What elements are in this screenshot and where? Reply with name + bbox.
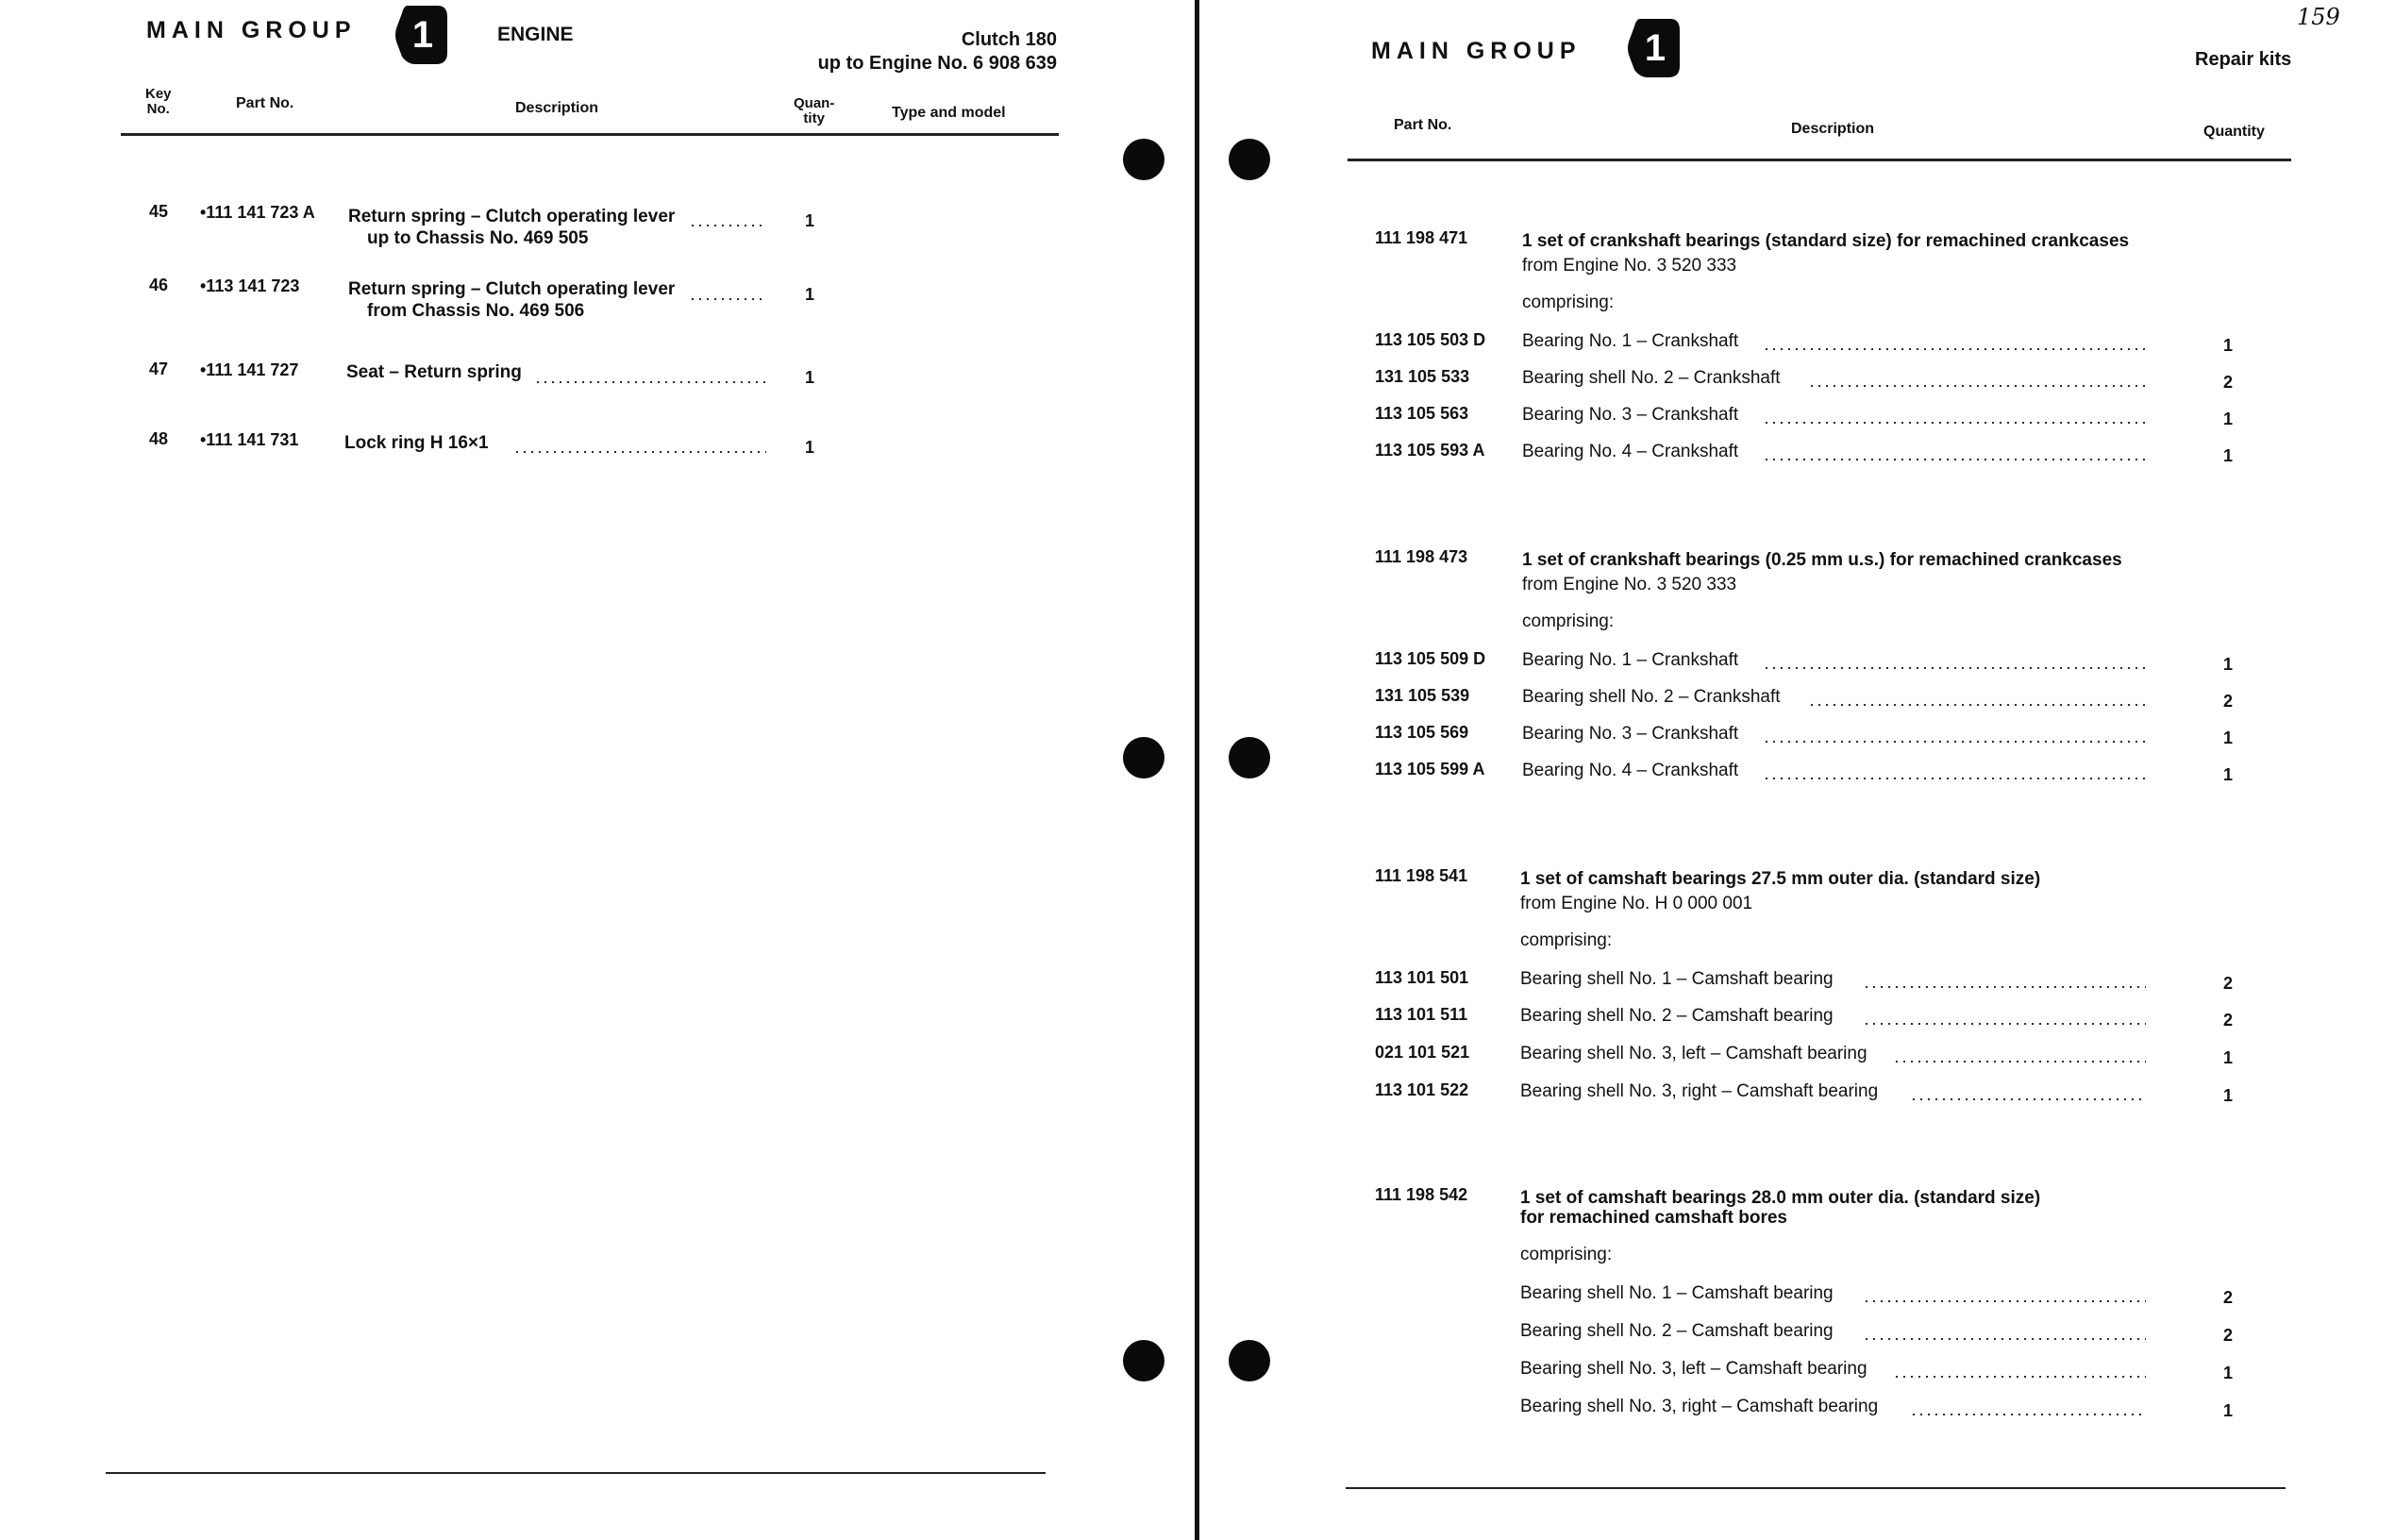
kit-item-part: 113 105 599 A (1375, 760, 1485, 778)
group-number-badge (394, 4, 449, 66)
kit-item-part: 113 105 569 (1375, 723, 1469, 742)
left-page (0, 0, 1197, 1540)
kit-item-desc: Bearing No. 1 – Crankshaft (1522, 650, 1739, 670)
footer-rule (1346, 1487, 2286, 1489)
table-row-qty: 1 (805, 438, 815, 457)
header-rule (121, 133, 1059, 136)
table-row-part: •111 141 727 (200, 360, 299, 379)
kit-item-desc: Bearing shell No. 2 – Camshaft bearing (1520, 1006, 1834, 1026)
kit-title: 1 set of camshaft bearings 28.0 mm outer dia. (standard size) (1520, 1188, 2041, 1208)
kit-part-number: 111 198 473 (1375, 547, 1468, 566)
kit-part-number: 111 198 541 (1375, 866, 1468, 885)
table-row-key: 46 (149, 276, 169, 294)
header-description: Description (1791, 121, 1875, 137)
kit-item-qty: 2 (2223, 1011, 2234, 1029)
kit-item-desc: Bearing No. 1 – Crankshaft (1522, 331, 1739, 351)
header-key-no-line2: No. (146, 101, 170, 117)
kit-subtitle: from Engine No. H 0 000 001 (1520, 894, 1753, 913)
kit-part-number: 111 198 542 (1375, 1185, 1468, 1204)
table-row-key: 47 (149, 360, 169, 378)
leader-dots (689, 225, 766, 226)
leader-dots (1763, 459, 2146, 460)
leader-dots (1808, 704, 2146, 706)
leader-dots (1863, 1338, 2146, 1340)
header-quantity-line1: Quan- (794, 95, 835, 111)
group-number-badge (1627, 17, 1682, 79)
kit-item-desc: Bearing No. 3 – Crankshaft (1522, 724, 1739, 744)
kit-item-desc: Bearing shell No. 1 – Camshaft bearing (1520, 969, 1834, 989)
binder-hole (1123, 139, 1164, 180)
kit-item-qty: 2 (2223, 373, 2234, 392)
kit-item-desc: Bearing shell No. 3, right – Camshaft bearing (1520, 1081, 1879, 1101)
leader-dots (1893, 1376, 2146, 1378)
kit-item-desc: Bearing shell No. 2 – Crankshaft (1522, 687, 1781, 707)
clutch-subtitle: up to Engine No. 6 908 639 (817, 53, 1057, 74)
kit-item-part: 113 105 503 D (1375, 330, 1486, 349)
table-row-qty: 1 (805, 368, 815, 387)
kit-item-desc: Bearing No. 3 – Crankshaft (1522, 405, 1739, 425)
kit-item-qty: 1 (2223, 410, 2234, 428)
header-key-no (145, 87, 172, 117)
kit-item-desc: Bearing shell No. 3, right – Camshaft bearing (1520, 1397, 1879, 1416)
header-quantity: Quantity (2203, 124, 2265, 140)
kit-comprising-label: comprising: (1520, 1245, 1613, 1264)
binder-hole (1123, 737, 1164, 778)
leader-dots (689, 298, 766, 300)
kit-title: 1 set of camshaft bearings 27.5 mm outer dia. (standard size) (1520, 869, 2041, 889)
kit-item-qty: 2 (2223, 1326, 2234, 1345)
header-part-no: Part No. (1394, 117, 1452, 133)
header-rule (1348, 159, 2291, 161)
leader-dots (1763, 422, 2146, 424)
main-group-title: MAIN GROUP (146, 17, 357, 43)
table-row-desc: Seat – Return spring (346, 362, 522, 382)
binder-hole (1123, 1340, 1164, 1381)
leader-dots (1863, 986, 2146, 988)
leader-dots (1863, 1023, 2146, 1025)
kit-item-part: 113 105 593 A (1375, 441, 1485, 460)
leader-dots (1763, 778, 2146, 779)
leader-dots (1863, 1300, 2146, 1302)
footer-rule (106, 1472, 1046, 1474)
header-key-no-line1: Key (145, 86, 172, 102)
binder-hole (1229, 1340, 1270, 1381)
table-row-desc-line2: up to Chassis No. 469 505 (367, 228, 589, 248)
clutch-title: Clutch 180 (961, 29, 1057, 50)
header-quantity-line2: tity (803, 110, 825, 126)
kit-item-qty: 2 (2223, 974, 2234, 993)
leader-dots (534, 381, 766, 383)
table-row-desc: Return spring – Clutch operating lever (348, 207, 676, 226)
kit-item-qty: 1 (2223, 728, 2234, 747)
kit-item-part: 113 105 563 (1375, 404, 1469, 423)
kit-item-qty: 1 (2223, 1086, 2234, 1105)
kit-item-part: 131 105 533 (1375, 367, 1470, 386)
kit-subtitle: for remachined camshaft bores (1520, 1208, 1787, 1228)
kit-item-qty: 2 (2223, 692, 2234, 711)
kit-item-desc: Bearing shell No. 2 – Camshaft bearing (1520, 1321, 1834, 1341)
clutch-heading (818, 28, 1057, 75)
kit-item-part: 113 101 501 (1375, 968, 1469, 987)
table-row-qty: 1 (805, 211, 815, 230)
kit-comprising-label: comprising: (1520, 930, 1613, 950)
kit-title: 1 set of crankshaft bearings (0.25 mm u.s.) for remachined crankcases (1522, 550, 2122, 570)
kit-item-qty: 1 (2223, 655, 2234, 674)
section-name: Repair kits (2195, 49, 2292, 70)
kit-item-qty: 1 (2223, 336, 2234, 355)
section-name: ENGINE (497, 24, 574, 45)
kit-comprising-label: comprising: (1522, 611, 1615, 631)
kit-item-qty: 1 (2223, 446, 2234, 465)
right-page (1200, 0, 2395, 1540)
handwritten-page-number: 159 (2297, 4, 2340, 30)
kit-item-part: 113 105 509 D (1375, 649, 1486, 668)
kit-item-qty: 2 (2223, 1288, 2234, 1307)
kit-item-part: 113 101 511 (1375, 1005, 1468, 1024)
kit-item-part: 021 101 521 (1375, 1043, 1470, 1062)
kit-item-desc: Bearing shell No. 3, left – Camshaft bearing (1520, 1359, 1867, 1379)
table-row-part: •111 141 723 A (200, 203, 315, 222)
binder-hole (1229, 139, 1270, 180)
kit-item-desc: Bearing No. 4 – Crankshaft (1522, 761, 1739, 780)
leader-dots (1763, 667, 2146, 669)
leader-dots (513, 451, 766, 453)
header-part-no: Part No. (236, 95, 294, 111)
kit-item-desc: Bearing shell No. 2 – Crankshaft (1522, 368, 1781, 388)
kit-item-desc: Bearing shell No. 1 – Camshaft bearing (1520, 1283, 1834, 1303)
kit-item-part: 131 105 539 (1375, 686, 1470, 705)
kit-item-part: 113 101 522 (1375, 1080, 1469, 1099)
table-row-desc: Lock ring H 16×1 (344, 433, 489, 453)
table-row-qty: 1 (805, 285, 815, 304)
leader-dots (1893, 1061, 2146, 1063)
table-row-desc: Return spring – Clutch operating lever (348, 279, 676, 299)
table-row-part: •111 141 731 (200, 430, 299, 449)
kit-item-desc: Bearing No. 4 – Crankshaft (1522, 442, 1739, 461)
header-type-model: Type and model (892, 105, 1006, 121)
group-number: 1 (1644, 27, 1666, 69)
kit-item-qty: 1 (2223, 765, 2234, 784)
group-number: 1 (411, 14, 434, 56)
kit-item-qty: 1 (2223, 1401, 2234, 1420)
kit-comprising-label: comprising: (1522, 293, 1615, 312)
leader-dots (1763, 348, 2146, 350)
leader-dots (1808, 385, 2146, 387)
main-group-title: MAIN GROUP (1371, 38, 1582, 64)
kit-part-number: 111 198 471 (1375, 228, 1468, 247)
leader-dots (1763, 741, 2146, 743)
kit-item-qty: 1 (2223, 1364, 2234, 1382)
kit-title: 1 set of crankshaft bearings (standard size) for remachined crankcases (1522, 231, 2130, 251)
leader-dots (1910, 1414, 2146, 1415)
kit-subtitle: from Engine No. 3 520 333 (1522, 256, 1737, 276)
table-row-key: 45 (149, 202, 169, 221)
kit-item-desc: Bearing shell No. 3, left – Camshaft bearing (1520, 1044, 1867, 1063)
page-divider (1195, 0, 1199, 1540)
kit-subtitle: from Engine No. 3 520 333 (1522, 575, 1737, 594)
header-quantity (794, 96, 834, 126)
header-description: Description (515, 100, 599, 116)
kit-item-qty: 1 (2223, 1048, 2234, 1067)
table-row-key: 48 (149, 429, 169, 448)
table-row-part: •113 141 723 (200, 276, 300, 295)
binder-hole (1229, 737, 1270, 778)
table-row-desc-line2: from Chassis No. 469 506 (367, 301, 585, 321)
leader-dots (1910, 1098, 2146, 1100)
